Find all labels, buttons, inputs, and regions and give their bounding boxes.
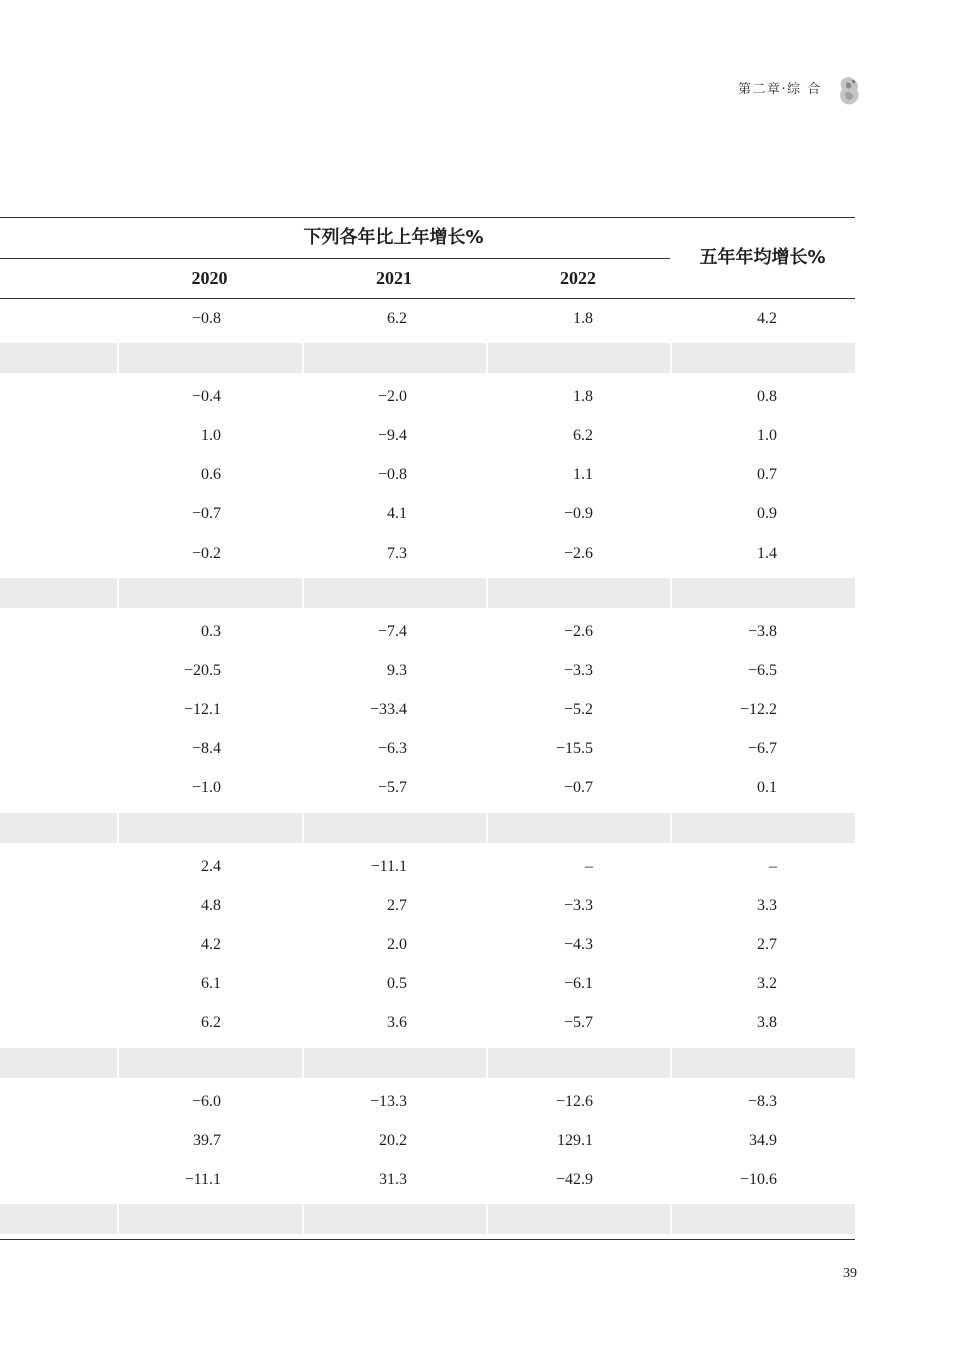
section-band-cell: [0, 813, 117, 843]
value-2020-cell: 0.6: [201, 466, 221, 484]
table-row: [0, 730, 855, 769]
page-number: 39: [843, 1266, 857, 1281]
value-2021-cell: 2.0: [387, 936, 407, 954]
value-five-year-avg-cell: 1.4: [757, 544, 777, 562]
value-2020-cell: 1.0: [201, 426, 221, 444]
value-2021-cell: 31.3: [379, 1170, 407, 1188]
section-band-cell: [302, 813, 486, 843]
value-2022-cell: 129.1: [557, 1131, 593, 1149]
value-five-year-avg-cell: 0.8: [757, 387, 777, 405]
year-header-2021: 2021: [376, 268, 412, 288]
section-band-row: [0, 1204, 855, 1234]
table-row: [0, 925, 855, 964]
value-2022-cell: –: [585, 857, 593, 875]
value-five-year-avg-cell: 1.0: [757, 426, 777, 444]
value-2021-cell: 6.2: [387, 309, 407, 327]
value-2022-cell: −6.1: [563, 975, 593, 993]
value-2020-cell: −1.0: [191, 779, 221, 797]
value-five-year-avg-cell: 2.7: [757, 936, 777, 954]
section-band-cell: [302, 1204, 486, 1234]
value-2022-cell: −2.6: [563, 622, 593, 640]
value-five-year-avg-cell: 3.8: [757, 1014, 777, 1032]
value-2021-cell: −13.3: [369, 1092, 407, 1110]
table-row: [0, 651, 855, 690]
table-row: [0, 847, 855, 886]
section-band-cell: [117, 578, 302, 608]
value-2021-cell: 4.1: [387, 505, 407, 523]
table-row: [0, 965, 855, 1004]
value-2020-cell: −8.4: [191, 740, 221, 758]
section-band-cell: [0, 1048, 117, 1078]
value-2020-cell: 0.3: [201, 622, 221, 640]
running-header-chapter-title: 第二章·综 合: [738, 82, 822, 97]
value-2020-cell: −0.2: [191, 544, 221, 562]
table-body: [0, 299, 855, 1234]
section-band-cell: [670, 1204, 855, 1234]
value-2021-cell: −2.0: [377, 387, 407, 405]
value-2020-cell: 4.2: [201, 936, 221, 954]
value-2021-cell: −33.4: [369, 701, 407, 719]
value-2022-cell: −2.6: [563, 544, 593, 562]
value-2021-cell: −11.1: [370, 857, 407, 875]
table-row: [0, 886, 855, 925]
value-2021-cell: −7.4: [377, 622, 407, 640]
table-row: [0, 691, 855, 730]
value-five-year-avg-cell: 0.9: [757, 505, 777, 523]
table-row: [0, 377, 855, 416]
value-2022-cell: −15.5: [555, 740, 593, 758]
value-five-year-avg-cell: −8.3: [747, 1092, 777, 1110]
value-2020-cell: 4.8: [201, 896, 221, 914]
value-2022-cell: 6.2: [573, 426, 593, 444]
value-2021-cell: 7.3: [387, 544, 407, 562]
value-2020-cell: −11.1: [184, 1170, 221, 1188]
value-five-year-avg-cell: −3.8: [747, 622, 777, 640]
value-2022-cell: −0.9: [563, 505, 593, 523]
section-band-cell: [302, 578, 486, 608]
value-2022-cell: −5.2: [563, 701, 593, 719]
table-row: [0, 1121, 855, 1160]
value-2020-cell: 6.1: [201, 975, 221, 993]
section-band-cell: [486, 578, 670, 608]
value-2022-cell: 1.8: [573, 309, 593, 327]
value-2021-cell: 2.7: [387, 896, 407, 914]
section-band-cell: [486, 813, 670, 843]
year-header-2022: 2022: [560, 268, 596, 288]
table-row: [0, 1004, 855, 1043]
value-2022-cell: −5.7: [563, 1014, 593, 1032]
value-five-year-avg-cell: 3.3: [757, 896, 777, 914]
growth-rate-table: [0, 217, 855, 1240]
value-2020-cell: 2.4: [201, 857, 221, 875]
value-2021-cell: −9.4: [377, 426, 407, 444]
table-row: [0, 495, 855, 534]
chapter-emblem-icon: [837, 75, 861, 107]
value-2022-cell: −42.9: [555, 1170, 593, 1188]
table-row: [0, 1082, 855, 1121]
value-five-year-avg-cell: −6.5: [747, 661, 777, 679]
year-header-2020: 2020: [191, 268, 228, 288]
value-five-year-avg-cell: 4.2: [757, 309, 777, 327]
value-five-year-avg-cell: 0.7: [757, 466, 777, 484]
value-2021-cell: 0.5: [387, 975, 407, 993]
section-band-cell: [670, 578, 855, 608]
value-2022-cell: 1.1: [573, 466, 593, 484]
value-2021-cell: 3.6: [387, 1014, 407, 1032]
value-five-year-avg-cell: 3.2: [757, 975, 777, 993]
value-2022-cell: −12.6: [555, 1092, 593, 1110]
table-row: [0, 299, 855, 338]
section-band-cell: [486, 1204, 670, 1234]
table-row: [0, 534, 855, 573]
value-2020-cell: 39.7: [193, 1131, 221, 1149]
table-header: [0, 217, 855, 299]
section-band-row: [0, 1048, 855, 1078]
value-2022-cell: −4.3: [563, 936, 593, 954]
section-band-row: [0, 813, 855, 843]
value-2020-cell: −0.4: [191, 387, 221, 405]
table-row: [0, 416, 855, 455]
value-2022-cell: 1.8: [573, 387, 593, 405]
section-band-cell: [670, 813, 855, 843]
value-2020-cell: −0.7: [191, 505, 221, 523]
value-five-year-avg-cell: −10.6: [739, 1170, 777, 1188]
table-row: [0, 1160, 855, 1199]
section-band-cell: [302, 343, 486, 373]
value-2021-cell: −5.7: [377, 779, 407, 797]
value-2020-cell: −6.0: [191, 1092, 221, 1110]
table-bottom-rule: [0, 1239, 855, 1240]
value-five-year-avg-cell: 34.9: [749, 1131, 777, 1149]
value-2021-cell: 20.2: [379, 1131, 407, 1149]
value-2020-cell: −20.5: [183, 661, 221, 679]
value-2020-cell: −0.8: [191, 309, 221, 327]
five-year-average-header: 五年年均增长%: [699, 247, 826, 268]
value-2021-cell: −6.3: [377, 740, 407, 758]
section-band-cell: [0, 1204, 117, 1234]
table-row: [0, 456, 855, 495]
value-2020-cell: 6.2: [201, 1014, 221, 1032]
section-band-cell: [117, 813, 302, 843]
table-row: [0, 769, 855, 808]
value-2021-cell: −0.8: [377, 466, 407, 484]
value-2022-cell: −3.3: [563, 896, 593, 914]
value-2022-cell: −3.3: [563, 661, 593, 679]
table-row: [0, 612, 855, 651]
section-band-cell: [117, 1048, 302, 1078]
value-five-year-avg-cell: 0.1: [757, 779, 777, 797]
value-2020-cell: −12.1: [183, 701, 221, 719]
section-band-cell: [0, 578, 117, 608]
section-band-cell: [117, 1204, 302, 1234]
value-2021-cell: 9.3: [387, 661, 407, 679]
section-band-cell: [0, 343, 117, 373]
section-band-cell: [117, 343, 302, 373]
section-band-cell: [486, 1048, 670, 1078]
value-2022-cell: −0.7: [563, 779, 593, 797]
section-band-cell: [670, 1048, 855, 1078]
section-band-row: [0, 343, 855, 373]
value-five-year-avg-cell: −6.7: [747, 740, 777, 758]
yearly-growth-group-header: 下列各年比上年增长%: [303, 227, 484, 248]
section-band-cell: [670, 343, 855, 373]
value-five-year-avg-cell: –: [769, 857, 777, 875]
value-five-year-avg-cell: −12.2: [739, 701, 777, 719]
section-band-cell: [486, 343, 670, 373]
section-band-row: [0, 578, 855, 608]
section-band-cell: [302, 1048, 486, 1078]
